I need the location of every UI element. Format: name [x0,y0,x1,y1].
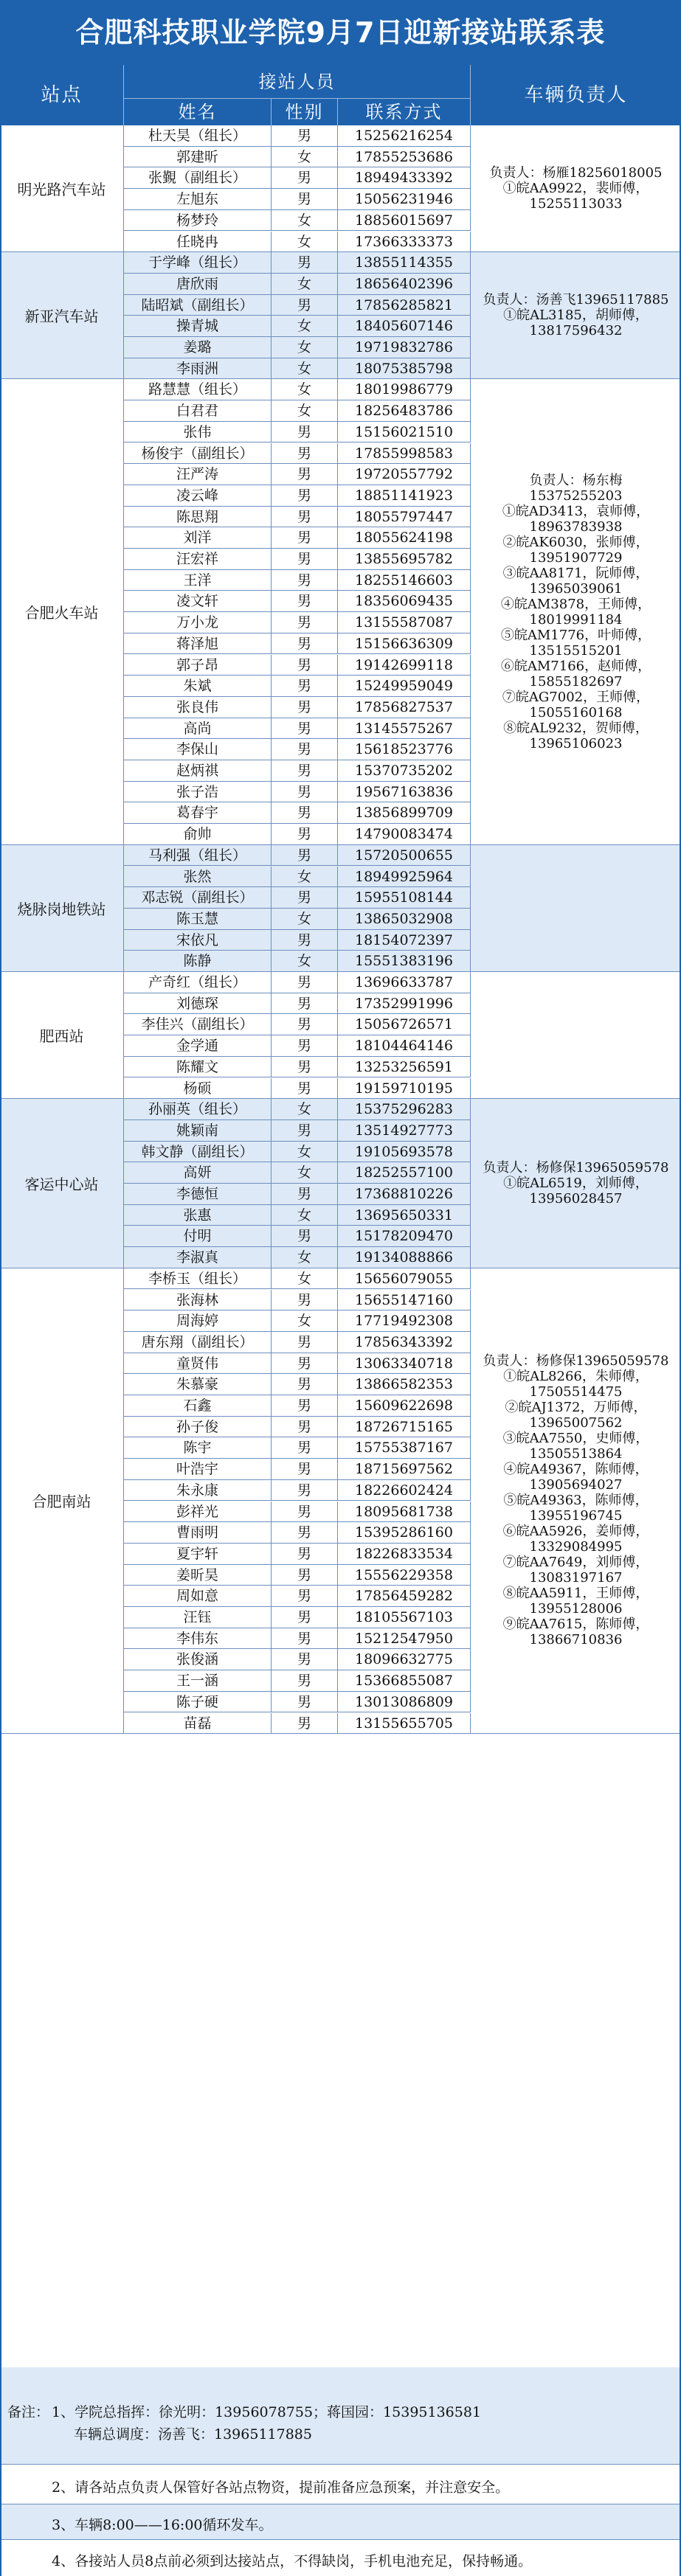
staff-phone: 15618523776 [338,739,471,760]
staff-phone: 19719832786 [338,337,471,358]
staff-gender: 男 [272,718,338,740]
staff-name: 周海婷 [124,1310,272,1332]
staff-phone: 17856343392 [338,1332,471,1353]
staff-gender: 男 [272,1417,338,1438]
staff-name: 左旭东 [124,189,272,210]
staff-name: 姚颖南 [124,1120,272,1142]
note-item-3: 3、车辆8:00——16:00循环发车。 [52,2517,273,2533]
vehicle-responsible-text: 负责人：杨东梅 15375255203 ①皖AD3413，袁师傅， 18963783938 ②皖AK6030，张师傅， 13951907729 ③皖AA8171，阮师傅， 13965039061 ④皖AM3878，王师傅， 18019991184 ⑤皖AM1776，叶师傅， 13515515201 ⑥皖AM7166，赵师傅， 15855182697 ⑦皖AG7002，王师傅， 15055160168 ⑧皖AL9232，贺师傅， 13965106023 [500,472,651,751]
staff-name: 刘德琛 [124,993,272,1015]
staff-gender: 男 [272,782,338,803]
staff-phone: 19567163836 [338,782,471,803]
staff-gender: 女 [272,1162,338,1184]
staff-name: 杨梦玲 [124,210,272,232]
staff-name: 刘洋 [124,527,272,549]
staff-phone: 15955108144 [338,887,471,909]
vehicle-responsible [471,379,681,844]
staff-gender: 男 [272,1078,338,1100]
notes-prefix: 备注： [7,2404,50,2420]
staff-phone: 18095681738 [338,1501,471,1523]
staff-phone: 15249959049 [338,676,471,697]
staff-phone: 19159710195 [338,1078,471,1100]
staff-name: 汪严涛 [124,464,272,485]
staff-name: 张然 [124,867,272,888]
station-name: 明光路汽车站 [0,125,124,252]
staff-name: 路慧慧（组长） [124,379,272,400]
staff-gender: 男 [272,1290,338,1311]
station-name: 合肥火车站 [0,379,124,844]
staff-phone: 17856285821 [338,295,471,316]
staff-name: 李佳兴（副组长） [124,1014,272,1035]
staff-name: 彭祥光 [124,1501,272,1523]
staff-name: 张覲（副组长） [124,167,272,189]
staff-phone: 15366855087 [338,1670,471,1692]
staff-gender: 男 [272,993,338,1015]
staff-phone: 15156021510 [338,422,471,443]
staff-gender: 男 [272,125,338,147]
staff-phone: 19105693578 [338,1142,471,1163]
staff-name: 朱慕豪 [124,1374,272,1395]
staff-phone: 15178209470 [338,1226,471,1247]
staff-gender: 男 [272,1332,338,1353]
staff-phone: 15395286160 [338,1522,471,1544]
staff-gender: 男 [272,1459,338,1480]
staff-gender: 女 [272,1099,338,1120]
staff-gender: 男 [272,1014,338,1035]
staff-name: 孙子俊 [124,1417,272,1438]
staff-phone: 15212547950 [338,1628,471,1650]
staff-name: 操青城 [124,316,272,337]
note-item-2: 2、请各站点负责人保管好各站点物资，提前准备应急预案，并注意安全。 [52,2479,510,2496]
staff-name: 唐东翔（副组长） [124,1332,272,1353]
staff-phone: 18104464146 [338,1035,471,1057]
staff-name: 凌文轩 [124,591,272,612]
staff-gender: 女 [272,379,338,400]
staff-phone: 13514927773 [338,1120,471,1142]
staff-phone: 13253256591 [338,1057,471,1078]
staff-name: 万小龙 [124,612,272,633]
staff-gender: 男 [272,1184,338,1205]
staff-name: 姜昕昊 [124,1565,272,1586]
staff-phone: 13856899709 [338,802,471,824]
staff-gender: 男 [272,845,338,867]
staff-gender: 女 [272,147,338,168]
vehicle-responsible [471,1268,681,1734]
page-title: 合肥科技职业学院9月7日迎新接站联系表 [0,0,681,65]
station-name: 合肥南站 [0,1268,124,1734]
staff-gender: 女 [272,867,338,888]
staff-name: 宋依凡 [124,930,272,951]
header-staff: 接站人员 [124,65,471,99]
staff-gender: 男 [272,1544,338,1565]
staff-phone: 14790083474 [338,824,471,845]
staff-phone: 19720557792 [338,464,471,485]
staff-phone: 18726715165 [338,1417,471,1438]
staff-gender: 男 [272,1628,338,1650]
staff-name: 苗磊 [124,1713,272,1735]
staff-name: 李保山 [124,739,272,760]
staff-gender: 男 [272,1713,338,1735]
staff-gender: 女 [272,909,338,930]
staff-phone: 15256216254 [338,125,471,147]
staff-gender: 男 [272,1437,338,1459]
staff-name: 张俊涵 [124,1649,272,1670]
staff-gender: 男 [272,739,338,760]
note-item-1: 1、学院总指挥：徐光明：13956078755；蒋国园：15395136581 [52,2404,482,2420]
note-box-4 [0,2540,681,2576]
staff-gender: 男 [272,824,338,845]
staff-name: 陈静 [124,951,272,972]
staff-gender: 男 [272,612,338,633]
staff-gender: 男 [272,167,338,189]
staff-name: 邓志锐（副组长） [124,887,272,909]
staff-name: 曹雨明 [124,1522,272,1544]
vehicle-responsible-text: 负责人：汤善飞13965117885 ①皖AL3185，胡师傅， 13817596432 [483,292,669,339]
staff-name: 付明 [124,1226,272,1247]
note-box-2 [0,2465,681,2504]
staff-gender: 男 [272,252,338,274]
staff-name: 张伟 [124,422,272,443]
staff-name: 郭建昕 [124,147,272,168]
staff-name: 凌云峰 [124,485,272,507]
staff-name: 张海林 [124,1290,272,1311]
staff-name: 李淑真 [124,1247,272,1268]
staff-name: 金学通 [124,1035,272,1057]
staff-gender: 男 [272,1649,338,1670]
staff-gender: 男 [272,295,338,316]
staff-phone: 18055624198 [338,527,471,549]
staff-name: 杨俊宇（副组长） [124,443,272,465]
staff-phone: 17366333373 [338,232,471,253]
staff-gender: 女 [272,210,338,232]
staff-name: 高妍 [124,1162,272,1184]
staff-name: 朱永康 [124,1480,272,1501]
staff-phone: 18256483786 [338,400,471,422]
staff-name: 陈子硬 [124,1692,272,1713]
staff-name: 陈思翔 [124,507,272,528]
note-item-4: 4、各接站人员8点前必须到达接站点，不得缺岗，手机电池充足，保持畅通。 [52,2553,533,2569]
staff-phone: 18096632775 [338,1649,471,1670]
staff-gender: 男 [272,422,338,443]
staff-phone: 18055797447 [338,507,471,528]
staff-gender: 男 [272,1395,338,1417]
staff-phone: 17856827537 [338,697,471,718]
staff-phone: 18252557100 [338,1162,471,1184]
staff-gender: 男 [272,549,338,570]
staff-gender: 男 [272,485,338,507]
staff-phone: 15755387167 [338,1437,471,1459]
station-name: 肥西站 [0,972,124,1099]
staff-phone: 17352991996 [338,993,471,1015]
staff-phone: 13855114355 [338,252,471,274]
staff-gender: 男 [272,1035,338,1057]
staff-gender: 男 [272,570,338,591]
staff-gender: 男 [272,1226,338,1247]
staff-name: 李德恒 [124,1184,272,1205]
staff-gender: 男 [272,1353,338,1375]
staff-name: 葛春宇 [124,802,272,824]
staff-gender: 男 [272,697,338,718]
staff-name: 孙丽英（组长） [124,1099,272,1120]
notes-section [0,2367,681,2576]
staff-phone: 13696633787 [338,972,471,993]
staff-phone: 18356069435 [338,591,471,612]
staff-gender: 女 [272,951,338,972]
staff-name: 周如意 [124,1586,272,1607]
staff-phone: 18715697562 [338,1459,471,1480]
staff-phone: 15609622698 [338,1395,471,1417]
staff-name: 赵炳祺 [124,760,272,782]
staff-phone: 13013086809 [338,1692,471,1713]
staff-name: 唐欣雨 [124,274,272,295]
staff-phone: 19142699118 [338,655,471,676]
staff-name: 姜璐 [124,337,272,358]
vehicle-responsible [471,125,681,252]
staff-gender: 女 [272,274,338,295]
staff-name: 产奇红（组长） [124,972,272,993]
note-item-dispatch: 车辆总调度：汤善飞：13965117885 [74,2426,312,2443]
note-box-3 [0,2504,681,2540]
staff-phone: 18154072397 [338,930,471,951]
staff-name: 张惠 [124,1205,272,1226]
staff-phone: 13866582353 [338,1374,471,1395]
staff-name: 陆昭斌（副组长） [124,295,272,316]
staff-phone: 18856015697 [338,210,471,232]
vehicle-responsible [471,1099,681,1268]
staff-phone: 15156636309 [338,633,471,655]
staff-gender: 女 [272,316,338,337]
staff-name: 叶浩宇 [124,1459,272,1480]
staff-name: 陈宇 [124,1437,272,1459]
staff-gender: 男 [272,972,338,993]
header-vehicle: 车辆负责人 [471,65,681,125]
staff-phone: 15720500655 [338,845,471,867]
staff-phone: 13865032908 [338,909,471,930]
staff-name: 张子浩 [124,782,272,803]
staff-phone: 18105567103 [338,1607,471,1628]
staff-phone: 15556229358 [338,1565,471,1586]
header-gender: 性别 [272,99,338,125]
staff-gender: 男 [272,1670,338,1692]
staff-gender: 男 [272,676,338,697]
staff-gender: 男 [272,507,338,528]
staff-phone: 17855998583 [338,443,471,465]
staff-gender: 女 [272,1142,338,1163]
staff-name: 于学峰（组长） [124,252,272,274]
staff-phone: 15656079055 [338,1268,471,1290]
staff-gender: 男 [272,1120,338,1142]
staff-gender: 男 [272,633,338,655]
staff-gender: 男 [272,1522,338,1544]
staff-gender: 男 [272,1480,338,1501]
note-box-1 [0,2367,681,2465]
staff-phone: 17855253686 [338,147,471,168]
staff-gender: 男 [272,887,338,909]
vehicle-responsible-text: 负责人：杨雁18256018005 ①皖AA9922，裴师傅， 15255113033 [489,165,663,212]
vehicle-responsible-text: 负责人：杨修保13965059578 ①皖AL8266，朱师傅， 17505514475 ②皖AJ1372，万师傅， 13965007562 ③皖AA7550，史师傅， 13505513864 ④皖A49367，陈师傅， 13905694027 ⑤皖A49363，陈师傅， 13955196745 ⑥皖AA5926，姜师傅， 13329084995 ⑦皖AA7649，刘师傅， 13083197167 ⑧皖AA5911，王师傅， 13955128006 ⑨皖AA7615，陈师傅， 13866710836 [483,1353,669,1648]
staff-name: 杨硕 [124,1078,272,1100]
staff-name: 郭子昂 [124,655,272,676]
station-name: 客运中心站 [0,1099,124,1268]
staff-gender: 男 [272,1374,338,1395]
staff-gender: 男 [272,1586,338,1607]
staff-gender: 女 [272,1310,338,1332]
staff-name: 白君君 [124,400,272,422]
staff-name: 韩文静（副组长） [124,1142,272,1163]
staff-gender: 女 [272,232,338,253]
staff-phone: 15370735202 [338,760,471,782]
staff-gender: 男 [272,1565,338,1586]
staff-phone: 18226602424 [338,1480,471,1501]
vehicle-responsible [471,252,681,379]
staff-phone: 18255146603 [338,570,471,591]
staff-name: 汪钰 [124,1607,272,1628]
staff-gender: 男 [272,760,338,782]
staff-gender: 男 [272,1692,338,1713]
header-name: 姓名 [124,99,272,125]
staff-gender: 女 [272,337,338,358]
staff-phone: 15655147160 [338,1290,471,1311]
staff-gender: 男 [272,1057,338,1078]
staff-name: 杜天昊（组长） [124,125,272,147]
header-contact: 联系方式 [338,99,471,125]
staff-gender: 男 [272,527,338,549]
staff-gender: 女 [272,400,338,422]
vehicle-responsible [471,845,681,972]
staff-name: 陈耀文 [124,1057,272,1078]
staff-phone: 15056231946 [338,189,471,210]
staff-name: 朱斌 [124,676,272,697]
staff-name: 童贤伟 [124,1353,272,1375]
staff-gender: 男 [272,1607,338,1628]
station-name: 新亚汽车站 [0,252,124,379]
staff-gender: 女 [272,1268,338,1290]
staff-phone: 18226833534 [338,1544,471,1565]
staff-phone: 18851141923 [338,485,471,507]
staff-phone: 19134088866 [338,1247,471,1268]
staff-name: 夏宇轩 [124,1544,272,1565]
staff-name: 李伟东 [124,1628,272,1650]
station-name: 烧脉岗地铁站 [0,845,124,972]
staff-name: 石鑫 [124,1395,272,1417]
staff-phone: 17368810226 [338,1184,471,1205]
staff-gender: 男 [272,802,338,824]
staff-phone: 13063340718 [338,1353,471,1375]
staff-gender: 男 [272,189,338,210]
staff-phone: 13855695782 [338,549,471,570]
staff-name: 王洋 [124,570,272,591]
staff-gender: 女 [272,358,338,380]
staff-phone: 13145575267 [338,718,471,740]
staff-gender: 女 [272,1247,338,1268]
staff-phone: 18949433392 [338,167,471,189]
staff-name: 俞帅 [124,824,272,845]
staff-phone: 18019986779 [338,379,471,400]
staff-phone: 18405607146 [338,316,471,337]
staff-phone: 15375296283 [338,1099,471,1120]
staff-name: 陈玉慧 [124,909,272,930]
staff-phone: 18075385798 [338,358,471,380]
staff-gender: 男 [272,930,338,951]
staff-name: 高尚 [124,718,272,740]
staff-gender: 男 [272,443,338,465]
staff-name: 李桥玉（组长） [124,1268,272,1290]
staff-phone: 15056726571 [338,1014,471,1035]
staff-phone: 13155655705 [338,1713,471,1735]
staff-phone: 13155587087 [338,612,471,633]
staff-phone: 13695650331 [338,1205,471,1226]
staff-phone: 17856459282 [338,1586,471,1607]
vehicle-responsible-text: 负责人：杨修保13965059578 ①皖AL6519，刘师傅， 13956028457 [483,1159,669,1207]
staff-name: 任晓冉 [124,232,272,253]
staff-name: 汪宏祥 [124,549,272,570]
staff-gender: 男 [272,464,338,485]
staff-phone: 15551383196 [338,951,471,972]
staff-phone: 18656402396 [338,274,471,295]
staff-name: 马利强（组长） [124,845,272,867]
staff-gender: 女 [272,1205,338,1226]
staff-phone: 18949925964 [338,867,471,888]
staff-name: 王一涵 [124,1670,272,1692]
staff-name: 张良伟 [124,697,272,718]
staff-gender: 男 [272,591,338,612]
vehicle-responsible [471,972,681,1099]
staff-gender: 男 [272,1501,338,1523]
header-station: 站点 [0,65,124,125]
staff-gender: 男 [272,655,338,676]
staff-name: 蒋泽旭 [124,633,272,655]
staff-name: 李雨洲 [124,358,272,380]
staff-phone: 17719492308 [338,1310,471,1332]
